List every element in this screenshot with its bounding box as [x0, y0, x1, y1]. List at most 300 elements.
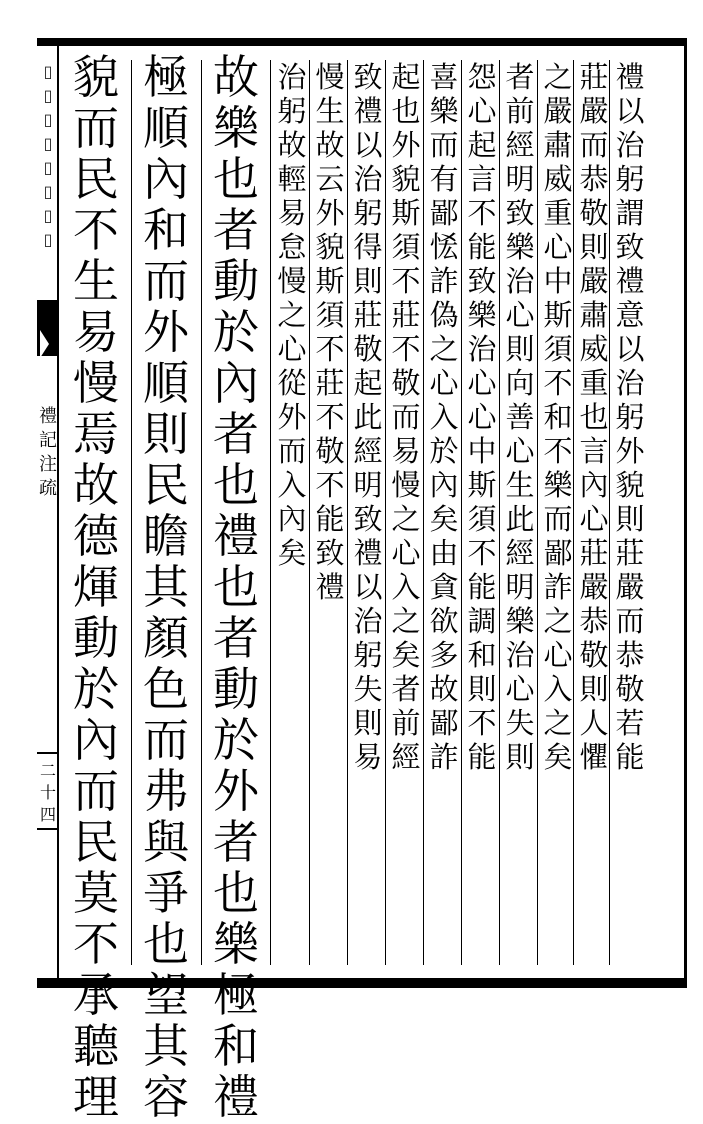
glyph: 而 [143, 254, 189, 308]
page-number-tick-top [37, 752, 59, 754]
glyph: 莫 [73, 866, 119, 920]
text-column-1 [614, 60, 646, 960]
glyph: 中 [543, 264, 573, 298]
glyph: 者 [505, 60, 535, 94]
glyph: 經 [505, 128, 535, 162]
glyph: 此 [505, 502, 535, 536]
glyph: 內 [429, 468, 459, 502]
glyph: 則 [615, 502, 645, 536]
bottom-border [37, 978, 687, 988]
glyph: 以 [353, 128, 383, 162]
glyph: 者 [213, 407, 259, 461]
glyph: 記 [39, 430, 57, 451]
glyph: 恡 [429, 230, 459, 264]
glyph: 能 [467, 740, 497, 774]
glyph: 嚴 [543, 94, 573, 128]
glyph: 瞻 [143, 509, 189, 563]
glyph: 承 [73, 968, 119, 1022]
glyph: ▯ [43, 110, 53, 129]
glyph: 則 [467, 672, 497, 706]
glyph: 樂 [467, 298, 497, 332]
glyph: 怠 [277, 230, 307, 264]
glyph: 和 [213, 1019, 259, 1073]
glyph: 貌 [391, 162, 421, 196]
glyph: 入 [543, 672, 573, 706]
glyph: 致 [505, 196, 535, 230]
glyph: 於 [213, 305, 259, 359]
glyph: 於 [429, 434, 459, 468]
column-rule-5 [461, 60, 462, 965]
glyph: 心 [467, 366, 497, 400]
glyph: 和 [143, 203, 189, 257]
glyph: ▯ [43, 206, 53, 225]
glyph: 樂 [543, 468, 573, 502]
glyph: 治 [505, 264, 535, 298]
glyph: ▯ [43, 86, 53, 105]
glyph: 致 [315, 536, 345, 570]
glyph: 樂 [213, 917, 259, 971]
glyph: 云 [315, 162, 345, 196]
glyph: 而 [277, 434, 307, 468]
glyph: 莊 [579, 536, 609, 570]
glyph: 而 [143, 713, 189, 767]
glyph: 貌 [615, 468, 645, 502]
glyph: 則 [353, 706, 383, 740]
glyph: 有 [429, 162, 459, 196]
glyph: 心 [277, 332, 307, 366]
glyph: 而 [73, 101, 119, 155]
glyph: 於 [213, 713, 259, 767]
glyph: 入 [429, 400, 459, 434]
glyph: 經 [353, 434, 383, 468]
glyph: 偽 [429, 298, 459, 332]
glyph: 得 [353, 230, 383, 264]
glyph: 嚴 [579, 264, 609, 298]
glyph: 民 [73, 152, 119, 206]
glyph: 理 [73, 1070, 119, 1124]
glyph: 若 [615, 706, 645, 740]
glyph: 二 [39, 761, 56, 780]
glyph: 不 [543, 366, 573, 400]
glyph: 不 [73, 917, 119, 971]
glyph: 也 [143, 917, 189, 971]
glyph: 生 [73, 254, 119, 308]
glyph: 極 [143, 50, 189, 104]
glyph: 能 [315, 502, 345, 536]
glyph: 躬 [615, 400, 645, 434]
column-rule-11 [201, 60, 202, 965]
glyph: 內 [143, 152, 189, 206]
glyph: 治 [505, 638, 535, 672]
glyph: 莊 [315, 366, 345, 400]
column-rule-3 [537, 60, 538, 965]
glyph: 威 [543, 162, 573, 196]
glyph: 也 [213, 866, 259, 920]
glyph: 慢 [391, 468, 421, 502]
glyph: 心 [505, 434, 535, 468]
glyph: 禮 [353, 536, 383, 570]
glyph: 色 [143, 662, 189, 716]
text-column-4 [504, 60, 536, 960]
glyph: 而 [579, 128, 609, 162]
glyph: 恭 [579, 604, 609, 638]
glyph: 心 [467, 94, 497, 128]
glyph: 治 [615, 366, 645, 400]
glyph: 斯 [391, 196, 421, 230]
glyph: 前 [391, 706, 421, 740]
glyph: 生 [505, 468, 535, 502]
glyph: 也 [213, 458, 259, 512]
glyph: 恭 [615, 638, 645, 672]
glyph: 治 [353, 162, 383, 196]
column-rule-8 [347, 60, 348, 965]
glyph: 敬 [579, 196, 609, 230]
glyph: 弗 [143, 764, 189, 818]
glyph: 失 [505, 706, 535, 740]
glyph: 貪 [429, 570, 459, 604]
glyph: 敬 [615, 672, 645, 706]
column-rule-10 [270, 60, 271, 965]
glyph: 中 [467, 434, 497, 468]
glyph: 言 [579, 434, 609, 468]
glyph: 怨 [467, 60, 497, 94]
glyph: 故 [73, 458, 119, 512]
glyph: 故 [277, 128, 307, 162]
glyph: 敬 [391, 366, 421, 400]
glyph: 極 [213, 968, 259, 1022]
glyph: 恭 [579, 162, 609, 196]
glyph: 入 [277, 468, 307, 502]
glyph: 者 [213, 203, 259, 257]
glyph: 言 [467, 162, 497, 196]
glyph: 則 [143, 407, 189, 461]
glyph: 貌 [73, 50, 119, 104]
glyph: 能 [467, 570, 497, 604]
glyph: 動 [213, 254, 259, 308]
glyph: 多 [429, 638, 459, 672]
text-column-2 [578, 60, 610, 960]
glyph: 則 [353, 264, 383, 298]
glyph: 內 [579, 468, 609, 502]
glyph: 致 [615, 230, 645, 264]
glyph: 鄙 [543, 536, 573, 570]
text-column-7 [390, 60, 422, 960]
glyph: 疏 [39, 478, 57, 499]
glyph: 以 [615, 332, 645, 366]
glyph: 者 [213, 611, 259, 665]
glyph: 斯 [467, 468, 497, 502]
glyph: 其 [143, 1019, 189, 1073]
glyph: 心 [429, 366, 459, 400]
text-column-12 [136, 50, 196, 1124]
glyph: 內 [73, 713, 119, 767]
glyph: 躬 [353, 196, 383, 230]
glyph: 則 [505, 740, 535, 774]
glyph: 也 [213, 560, 259, 614]
glyph: 斯 [543, 298, 573, 332]
glyph: 敬 [579, 638, 609, 672]
column-rule-6 [423, 60, 424, 965]
glyph: 不 [467, 196, 497, 230]
glyph: 內 [277, 502, 307, 536]
glyph: 詐 [543, 570, 573, 604]
glyph: 躬 [353, 638, 383, 672]
glyph: 起 [353, 366, 383, 400]
glyph: 和 [543, 400, 573, 434]
glyph: 顏 [143, 611, 189, 665]
glyph: ▯ [43, 134, 53, 153]
fish-tail-notch [40, 330, 49, 358]
glyph: 此 [353, 400, 383, 434]
glyph: 者 [391, 672, 421, 706]
glyph: 以 [353, 570, 383, 604]
glyph: 躬 [615, 162, 645, 196]
glyph: 輕 [277, 162, 307, 196]
glyph: 人 [579, 706, 609, 740]
text-column-3 [542, 60, 574, 960]
glyph: 樂 [429, 94, 459, 128]
glyph: 民 [73, 815, 119, 869]
glyph: 動 [73, 611, 119, 665]
glyph: 心 [505, 298, 535, 332]
glyph: 莊 [579, 60, 609, 94]
glyph: 須 [467, 502, 497, 536]
text-column-13 [66, 50, 126, 1124]
page-number-tick-bottom [37, 828, 59, 830]
glyph: 謂 [615, 196, 645, 230]
glyph: 失 [353, 672, 383, 706]
glyph: 明 [353, 468, 383, 502]
glyph: 動 [213, 662, 259, 716]
glyph: 前 [505, 94, 535, 128]
glyph: 注 [39, 454, 57, 475]
glyph: 不 [73, 203, 119, 257]
glyph: 順 [143, 101, 189, 155]
glyph: 其 [143, 560, 189, 614]
glyph: 經 [391, 740, 421, 774]
glyph: 以 [615, 94, 645, 128]
glyph: 須 [391, 230, 421, 264]
glyph: 矣 [543, 740, 573, 774]
glyph: ▯ [43, 62, 53, 81]
glyph: 貌 [315, 230, 345, 264]
glyph: 樂 [213, 101, 259, 155]
glyph: 須 [315, 298, 345, 332]
glyph: 善 [505, 400, 535, 434]
glyph: 煇 [73, 560, 119, 614]
glyph: 斯 [315, 264, 345, 298]
glyph: 者 [213, 815, 259, 869]
glyph: 不 [315, 332, 345, 366]
glyph: 心 [391, 536, 421, 570]
glyph: 德 [73, 509, 119, 563]
glyph: 能 [615, 740, 645, 774]
glyph: 容 [143, 1070, 189, 1124]
glyph: 慢 [73, 356, 119, 410]
text-column-9 [314, 60, 346, 960]
glyph: 外 [391, 128, 421, 162]
glyph: 喜 [429, 60, 459, 94]
glyph: 禮 [39, 406, 57, 427]
glyph: 矣 [391, 638, 421, 672]
glyph: 與 [143, 815, 189, 869]
glyph: 心 [467, 400, 497, 434]
glyph: 欲 [429, 604, 459, 638]
glyph: 經 [505, 536, 535, 570]
glyph: 威 [579, 332, 609, 366]
glyph: 明 [505, 570, 535, 604]
glyph: 嚴 [615, 570, 645, 604]
glyph: 敬 [315, 434, 345, 468]
glyph: 明 [505, 162, 535, 196]
glyph: 矣 [277, 536, 307, 570]
margin-book-title [37, 405, 59, 501]
glyph: 心 [505, 672, 535, 706]
glyph: 不 [543, 434, 573, 468]
glyph: 懼 [579, 740, 609, 774]
glyph: 易 [353, 740, 383, 774]
right-border [684, 38, 687, 988]
glyph: 躬 [277, 94, 307, 128]
glyph: 則 [579, 672, 609, 706]
glyph: 治 [467, 332, 497, 366]
glyph: 順 [143, 356, 189, 410]
glyph: 外 [277, 400, 307, 434]
glyph: 外 [315, 196, 345, 230]
glyph: 外 [615, 434, 645, 468]
glyph: 莊 [353, 298, 383, 332]
glyph: 之 [391, 502, 421, 536]
glyph: 致 [353, 502, 383, 536]
glyph: 禮 [213, 509, 259, 563]
glyph: 向 [505, 366, 535, 400]
glyph: 焉 [73, 407, 119, 461]
glyph: 嚴 [579, 94, 609, 128]
glyph: 外 [143, 305, 189, 359]
glyph: ▯ [43, 230, 53, 249]
glyph: 故 [429, 672, 459, 706]
text-column-6 [428, 60, 460, 960]
glyph: 重 [543, 196, 573, 230]
column-rule-12 [131, 60, 132, 965]
glyph: 心 [543, 230, 573, 264]
glyph: 易 [73, 305, 119, 359]
glyph: 之 [429, 332, 459, 366]
glyph: 鄙 [429, 706, 459, 740]
glyph: 不 [315, 400, 345, 434]
column-rule-9 [309, 60, 310, 965]
glyph: 入 [391, 570, 421, 604]
glyph: 民 [143, 458, 189, 512]
glyph: 慢 [315, 60, 345, 94]
glyph: 生 [315, 94, 345, 128]
glyph: 之 [277, 298, 307, 332]
glyph: 由 [429, 536, 459, 570]
margin-page-number [37, 760, 59, 826]
text-column-5 [466, 60, 498, 960]
text-column-11 [206, 50, 266, 1124]
glyph: 之 [543, 706, 573, 740]
text-column-8 [352, 60, 384, 960]
glyph: 慢 [277, 264, 307, 298]
glyph: 心 [543, 638, 573, 672]
margin-upper-marks [37, 60, 59, 300]
glyph: 則 [579, 230, 609, 264]
glyph: 之 [543, 60, 573, 94]
glyph: 重 [579, 366, 609, 400]
glyph: 外 [213, 764, 259, 818]
glyph: 也 [213, 152, 259, 206]
glyph: 十 [39, 783, 56, 802]
glyph: 樂 [505, 604, 535, 638]
glyph: 致 [353, 60, 383, 94]
glyph: 而 [391, 400, 421, 434]
glyph: 調 [467, 604, 497, 638]
glyph: 不 [467, 536, 497, 570]
glyph: ▯ [43, 158, 53, 177]
glyph: 不 [467, 706, 497, 740]
glyph: 嚴 [579, 570, 609, 604]
glyph: 莊 [615, 536, 645, 570]
glyph: 須 [543, 332, 573, 366]
glyph: 意 [615, 298, 645, 332]
glyph: 起 [391, 60, 421, 94]
glyph: 而 [429, 128, 459, 162]
glyph: 而 [73, 764, 119, 818]
glyph: 不 [391, 264, 421, 298]
glyph: 不 [315, 468, 345, 502]
glyph: 也 [579, 400, 609, 434]
glyph: 治 [277, 60, 307, 94]
glyph: 心 [579, 502, 609, 536]
glyph: 而 [615, 604, 645, 638]
glyph: 致 [467, 264, 497, 298]
glyph: 不 [391, 332, 421, 366]
glyph: 鄙 [429, 196, 459, 230]
glyph: 治 [615, 128, 645, 162]
glyph: 則 [505, 332, 535, 366]
glyph: ▯ [43, 182, 53, 201]
glyph: 莊 [391, 298, 421, 332]
glyph: 之 [391, 604, 421, 638]
glyph: 禮 [353, 94, 383, 128]
glyph: 禮 [615, 264, 645, 298]
glyph: 四 [39, 805, 56, 824]
glyph: 易 [277, 196, 307, 230]
glyph: 聽 [73, 1019, 119, 1073]
glyph: 治 [353, 604, 383, 638]
glyph: 易 [391, 434, 421, 468]
glyph: 而 [543, 502, 573, 536]
glyph: 能 [467, 230, 497, 264]
glyph: 之 [543, 604, 573, 638]
glyph: 敬 [353, 332, 383, 366]
glyph: 禮 [315, 570, 345, 604]
glyph: 矣 [429, 502, 459, 536]
glyph: 詐 [429, 740, 459, 774]
glyph: 故 [315, 128, 345, 162]
glyph: 起 [467, 128, 497, 162]
glyph: 樂 [505, 230, 535, 264]
glyph: 禮 [615, 60, 645, 94]
column-rule-7 [385, 60, 386, 965]
glyph: 故 [213, 50, 259, 104]
glyph: 詐 [429, 264, 459, 298]
glyph: 望 [143, 968, 189, 1022]
top-border [37, 38, 687, 46]
glyph: 也 [391, 94, 421, 128]
column-rule-4 [499, 60, 500, 965]
